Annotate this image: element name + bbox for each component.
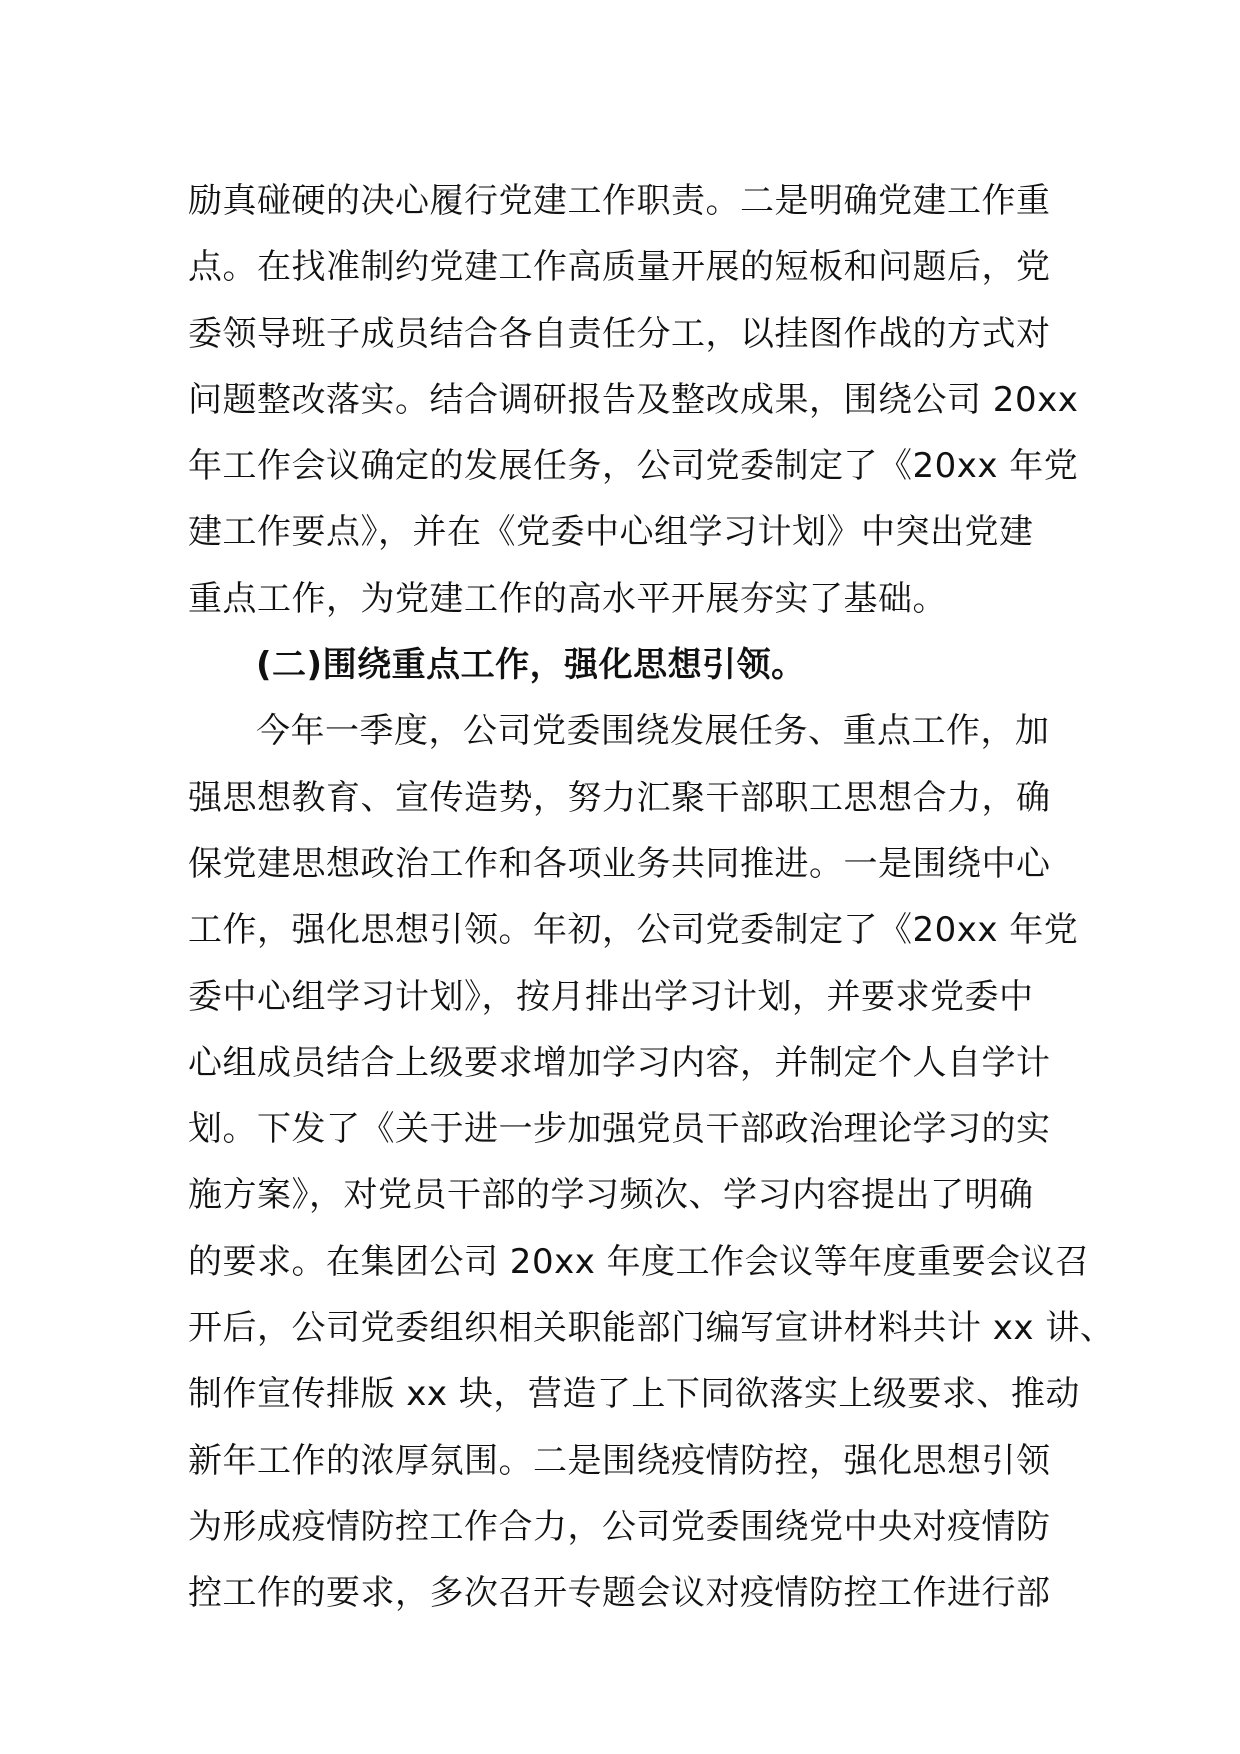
text-line: 工作，强化思想引领。年初，公司党委制定了《20xx 年党 bbox=[188, 910, 1079, 951]
text-line: 施方案》，对党员干部的学习频次、学习内容提出了明确 bbox=[188, 1175, 1034, 1216]
text-line: 励真碰硬的决心履行党建工作职责。二是明确党建工作重 bbox=[188, 181, 1051, 221]
text-line: 制作宣传排版 xx 块，营造了上下同欲落实上级要求、推动 bbox=[188, 1374, 1080, 1415]
section-heading: (二)围绕重点工作，强化思想引领。 bbox=[256, 645, 806, 686]
body-text bbox=[188, 168, 1115, 1627]
text-line: 点。在找准制约党建工作高质量开展的短板和问题后，党 bbox=[188, 247, 1051, 288]
text-line: 问题整改落实。结合调研报告及整改成果，围绕公司 20xx bbox=[188, 379, 1079, 420]
text-line: 的要求。在集团公司 20xx 年度工作会议等年度重要会议召 bbox=[188, 1241, 1090, 1282]
text-line: 年工作会议确定的发展任务，公司党委制定了《20xx 年党 bbox=[188, 446, 1079, 487]
text-line: 划。下发了《关于进一步加强党员干部政治理论学习的实 bbox=[188, 1109, 1051, 1150]
text-line: 控工作的要求，多次召开专题会议对疫情防控工作进行部 bbox=[188, 1573, 1051, 1614]
text-line: 心组成员结合上级要求增加学习内容，并制定个人自学计 bbox=[188, 1042, 1051, 1083]
text-line: 为形成疫情防控工作合力，公司党委围绕党中央对疫情防 bbox=[188, 1506, 1051, 1547]
text-line: 保党建思想政治工作和各项业务共同推进。一是围绕中心 bbox=[188, 843, 1051, 884]
text-line: 强思想教育、宣传造势，努力汇聚干部职工思想合力，确 bbox=[188, 777, 1051, 818]
text-line: 新年工作的浓厚氛围。二是围绕疫情防控，强化思想引领 bbox=[188, 1440, 1051, 1481]
text-line: 重点工作，为党建工作的高水平开展夯实了基础。 bbox=[188, 578, 947, 619]
paragraph-first-line: 今年一季度，公司党委围绕发展任务、重点工作，加 bbox=[256, 711, 1050, 752]
text-line: 委中心组学习计划》，按月排出学习计划，并要求党委中 bbox=[188, 976, 1034, 1017]
text-line: 开后，公司党委组织相关职能部门编写宣讲材料共计 xx 讲、 bbox=[188, 1308, 1115, 1349]
text-line: 建工作要点》，并在《党委中心组学习计划》中突出党建 bbox=[188, 512, 1034, 553]
text-line: 委领导班子成员结合各自责任分工，以挂图作战的方式对 bbox=[188, 313, 1051, 354]
